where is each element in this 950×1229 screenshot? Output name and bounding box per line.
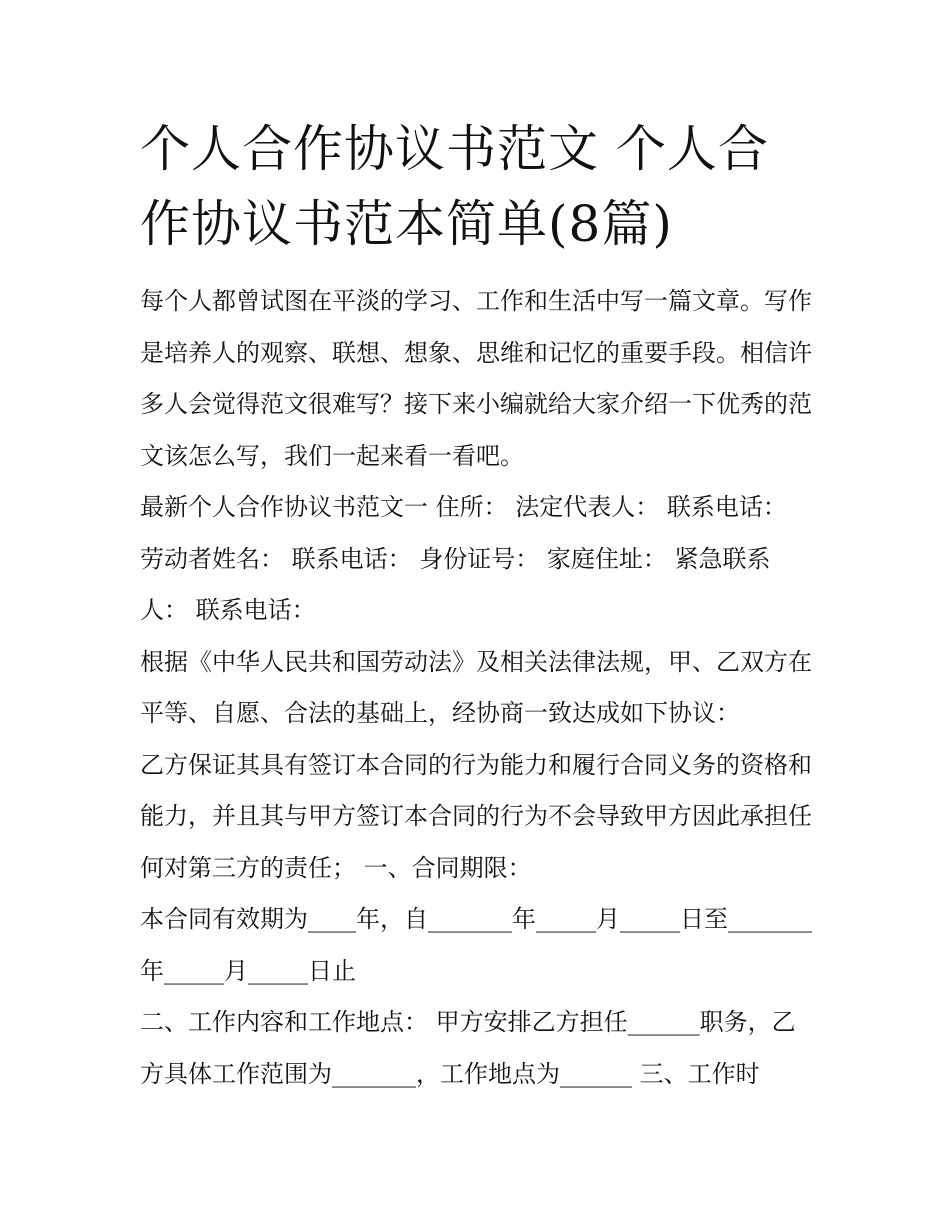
document-title: 个人合作协议书范文 个人合作协议书范本简单(8篇) [140, 120, 769, 253]
paragraph-guarantee: 乙方保证其具有签订本合同的行为能力和履行合同义务的资格和能力，并且其与甲方签订本合同的行为不会导致甲方因此承担任何对第三方的责任； 一、合同期限： [140, 750, 812, 882]
paragraph-legal-basis: 根据《中华人民共和国劳动法》及相关法律法规，甲、乙双方在平等、自愿、合法的基础上，经协商一致达成如下协议： [140, 647, 812, 727]
document-page [140, 112, 812, 1100]
paragraph-parties: 最新个人合作协议书范文一 住所： 法定代表人： 联系电话： 劳动者姓名： 联系电话： 身份证号： 家庭住址： 紧急联系人： 联系电话： [140, 493, 787, 624]
paragraph-work-content: 二、工作内容和工作地点： 甲方安排乙方担任______职务，乙方具体工作范围为_______，工作地点为______ 三、工作时 [140, 1008, 796, 1088]
paragraph-intro: 每个人都曾试图在平淡的学习、工作和生活中写一篇文章。写作是培养人的观察、联想、想象、思维和记忆的重要手段。相信许多人会觉得范文很难写？接下来小编就给大家介绍一下优秀的范文该怎么写，我们一起来看一看吧。 [140, 287, 812, 470]
paragraph-contract-term: 本合同有效期为____年，自_______年_____月_____日至_______年_____月_____日止 [140, 905, 812, 985]
